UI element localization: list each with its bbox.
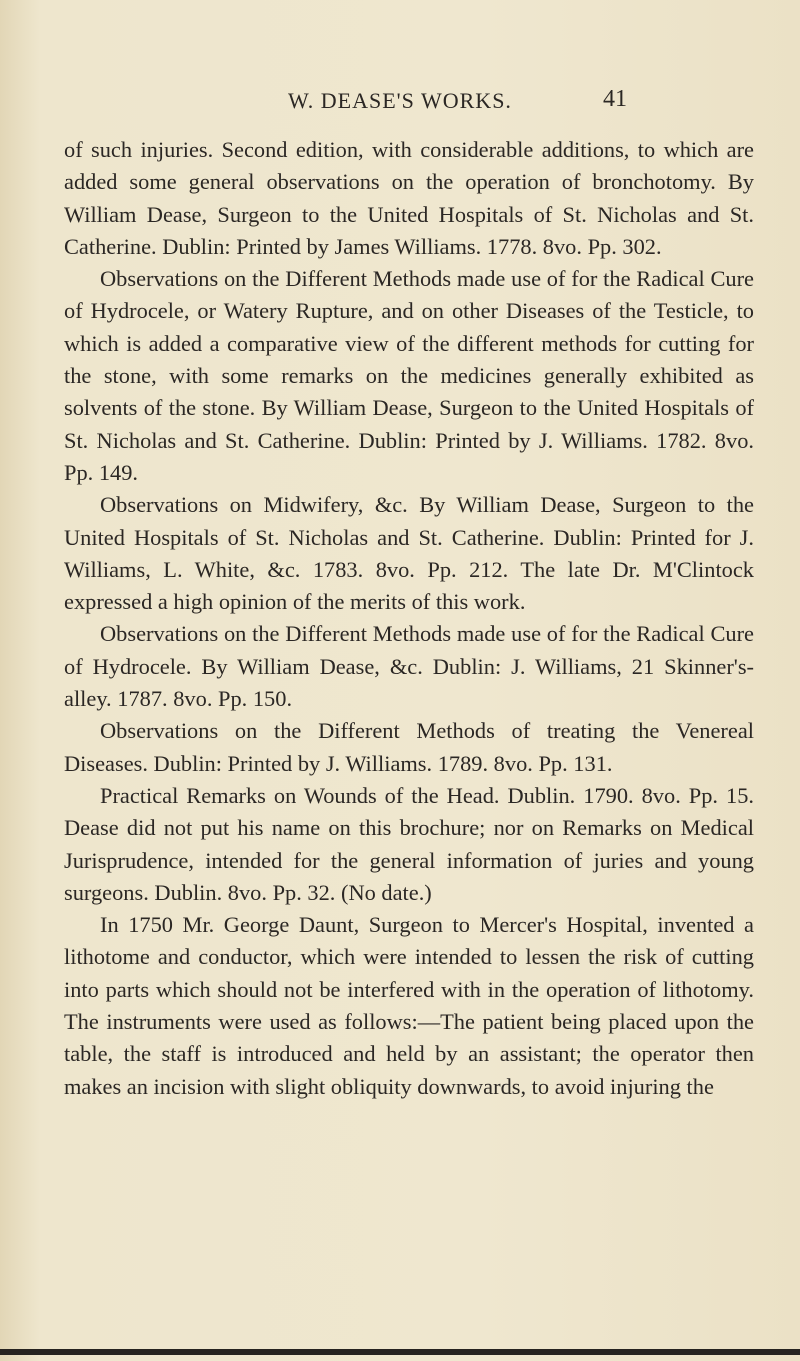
paragraph-venereal-entry: Observations on the Different Methods of treating the Venereal Diseases. Dublin: Printed by J. Williams. 1789. 8vo. Pp. 131.	[64, 718, 754, 776]
running-head: W. DEASE'S WORKS.	[288, 88, 512, 113]
paragraph-continued-entry: of such injuries. Second edition, with considerable additions, to which are added some general observations on the operation of bronchotomy. By William Dease, Surgeon to the United Hospitals of St. Nicholas and St. Catherine. Dublin: Printed by James Williams. 1778. 8vo. Pp. 302.	[64, 137, 754, 259]
body-text	[64, 134, 754, 1103]
page-number: 41	[603, 86, 627, 112]
paragraph-hydrocele-entry: Observations on the Different Methods made use of for the Radical Cure of Hydrocele. By William Dease, &c. Dublin: J. Williams, 21 Skinner's-alley. 1787. 8vo. Pp. 150.	[64, 621, 754, 712]
paragraph-wounds-head-entry: Practical Remarks on Wounds of the Head. Dublin. 1790. 8vo. Pp. 15. Dease did not put his name on this brochure; nor on Remarks on Medical Jurisprudence, intended for the general information of juries and young surgeons. Dublin. 8vo. Pp. 32. (No date.)	[64, 782, 754, 905]
page-header	[0, 88, 800, 122]
paragraph-midwifery-entry: Observations on Midwifery, &c. By William Dease, Surgeon to the United Hospitals of St. Nicholas and St. Catherine. Dublin: Printed for J. Williams, L. White, &c. 1783. 8vo. Pp. 212. The late Dr. M'Clintock expressed a high opinion of the merits of this work.	[64, 492, 754, 615]
bottom-edge-rule	[0, 1349, 800, 1355]
paragraph-hydrocele-rupture-entry: Observations on the Different Methods made use of for the Radical Cure of Hydrocele, or Watery Rupture, and on other Diseases of the Testicle, to which is added a comparative view of the different methods for cutting for the stone, with some remarks on the medicines generally exhibited as solvents of the stone. By William Dease, Surgeon to the United Hospitals of St. Nicholas and St. Catherine. Dublin: Printed by J. Williams. 1782. 8vo. Pp. 149.	[64, 266, 754, 485]
paragraph-daunt-lithotome: In 1750 Mr. George Daunt, Surgeon to Mercer's Hospital, invented a lithotome and conductor, which were intended to lessen the risk of cutting into parts which should not be interfered with in the operation of lithotomy. The instruments were used as follows:—The patient being placed upon the table, the staff is introduced and held by an assistant; the operator then makes an incision with slight obliquity downwards, to avoid injuring the	[64, 912, 754, 1099]
